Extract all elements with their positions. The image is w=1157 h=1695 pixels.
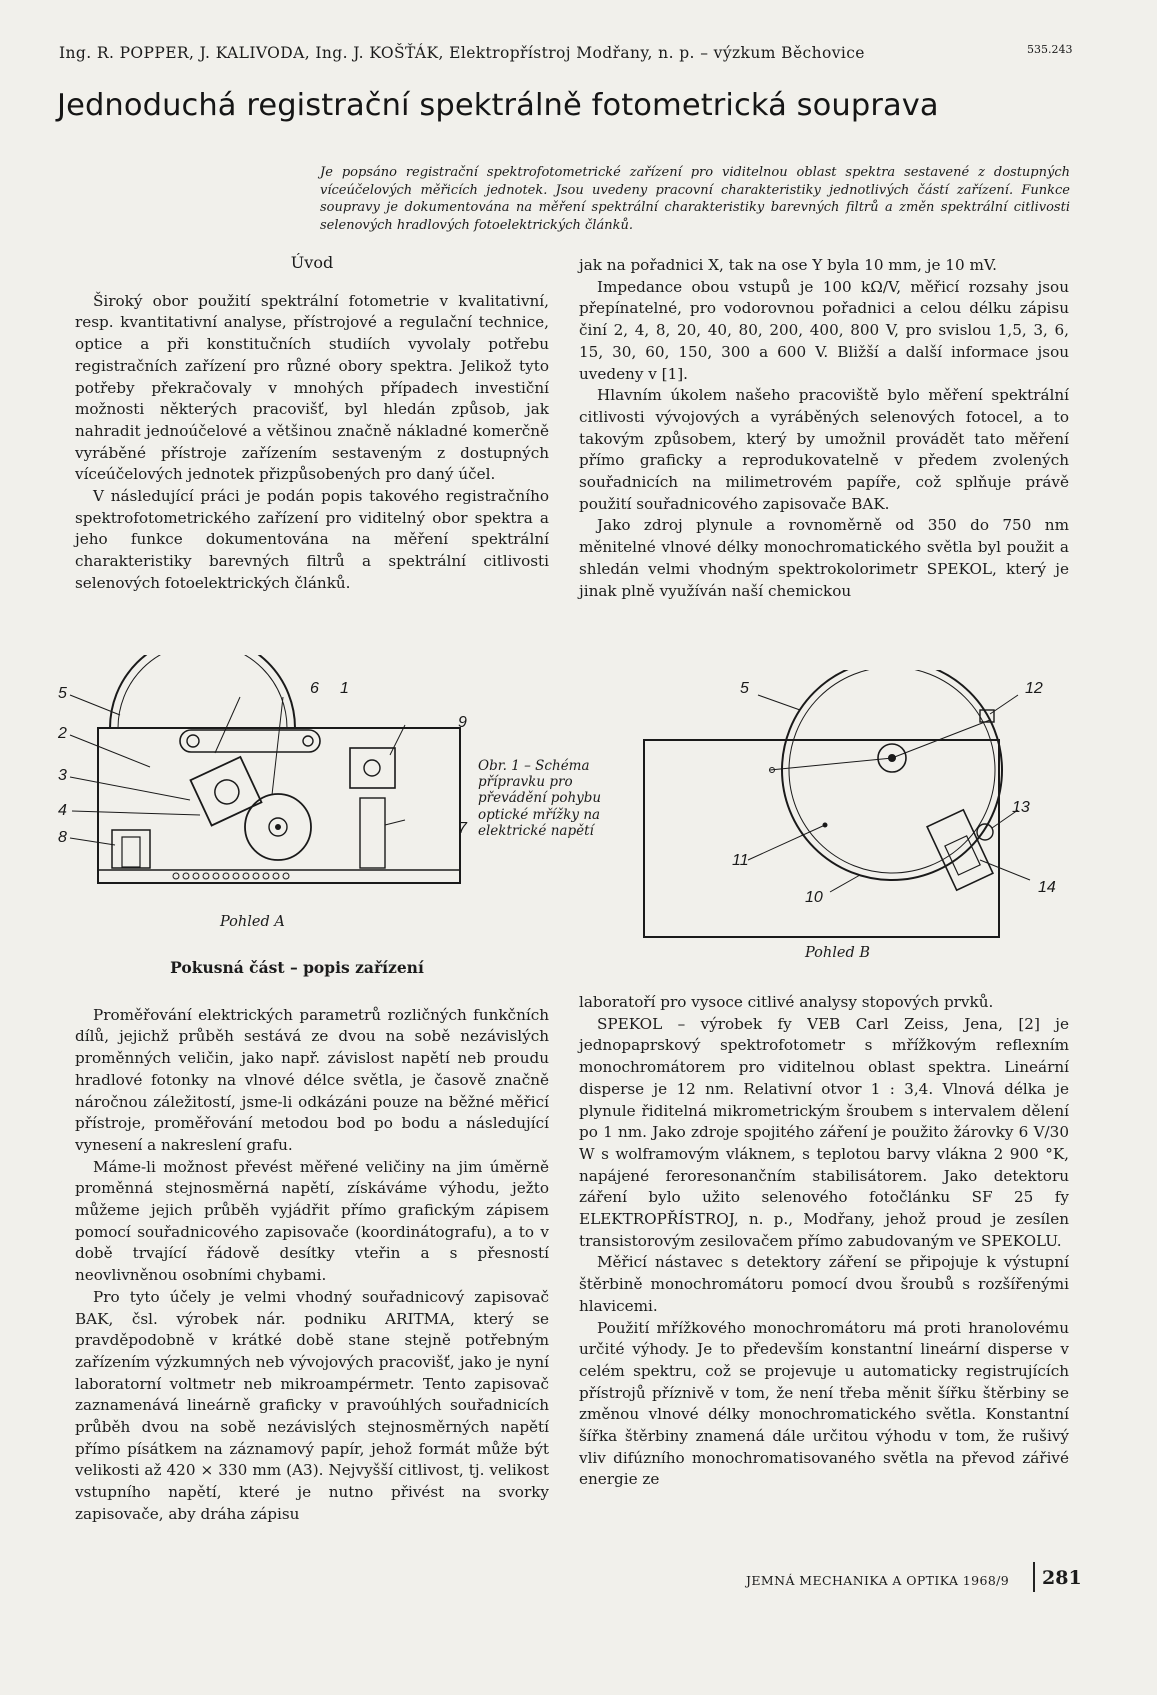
paragraph: SPEKOL – výrobek fy VEB Carl Zeiss, Jena, [2] je jednopaprskový spektrofotometr s mřížkovým reflexním monochromátorem pro viditelnou oblast spektra. Lineární disperse je 12 nm. Relativní otvor 1 : 3,4. Vlnová délka je plynule řiditelná mikrometrickým šroubem s intervalem dělení po 1 nm. Jako zdroje spojitého záření je použito žárovky 6 V/30 W s wolframovým vláknem, s teplotou barvy vlákna 2 900 °K, napájené feroresonančním stabilisátorem. Jako detektoru záření bylo užito selenového fotočlánku SF 25 fy ELEKTROPŘÍSTROJ, n. p., Modřany, jehož proud je zesílen transistorovým zesilovačem přímo zabudovaným ve SPEKOLU. [579,1014,1069,1250]
paragraph: jak na pořadnici X, tak na ose Y byla 10 mm, je 10 mV. [579,256,997,274]
paragraph: Použití mřížkového monochromátoru má proti hranolovému určité výhody. Je to především konstantní lineární disperse v celém spektru, což se projevuje u automaticky registrujících přístrojů příznivě v tom, že není třeba měnit šířku štěrbiny se změnou vlnové délky monochromatického světla. Konstantní šířka štěrbiny znamená dále určitou výhodu v tom, že rušivý vliv difúzního monochromatisovaného světla na převod zářivé energie ze [579,1318,1069,1489]
paragraph: Měřicí nástavec s detektory záření se připojuje k výstupní štěrbině monochromátoru pomocí dvou šroubů s rozšířenými hlavicemi. [579,1253,1069,1315]
left-column-bottom [75,957,549,1526]
figure-view-b-label: Pohled B [805,945,871,961]
paragraph: Široký obor použití spektrální fotometrie v kvalitativní, resp. kvantitativní analyse, přístrojové a regulační technice, optice a při konstitučních studiích vyvolaly potřebu registračních zařízení pro různé obory spektra. Jelikož tyto potřeby překračovaly v mnohých případech investiční možnosti některých pracovišť, byl hledán způsob, jak nahradit jednoúčelové a většinou značně nákladné komerčně vyráběné přístroje zařízením sestaveným z dostupných víceúčelových jednotek přizpůsobených pro daný účel. [75,291,549,484]
label-4: 4 [58,802,67,819]
label-13: 13 [1012,799,1030,816]
journal-footer: JEMNÁ MECHANIKA A OPTIKA 1968/9 [746,1573,1010,1588]
label-2: 2 [58,725,67,742]
label-5: 5 [58,685,67,702]
figure-caption: Obr. 1 – Schéma přípravku pro převádění pohybu optické mřížky na elektrické napětí [478,758,602,839]
right-column-bottom [579,992,1069,1491]
left-column-top [75,252,549,595]
label-7: 7 [458,820,467,837]
paragraph: Proměřování elektrických parametrů rozličných funkčních dílů, jejichž průběh sestává ze dvou na sobě nezávislých proměnných veličin, jako např. závislost napětí neb proudu hradlové fotonky na vlnové délce světla, je časově značně náročnou záležitostí, jsme-li odkázáni pouze na běžné měřicí přístroje, proměřování metodou bod po bodu a následující vynesení a nakreslení grafu. [75,1005,549,1154]
paragraph: Pro tyto účely je velmi vhodný souřadnicový zapisovač BAK, čsl. výrobek nár. podniku ARITMA, který se pravděpodobně v krátké době stane stejně potřebným zařízením výzkumných neb vývojových pracovišť, jako je nyní laboratorní voltmetr neb mikroampérmetr. Tento zapisovač zaznamenává lineárně graficky v pravoúhlých souřadnicích průběh dvou na sobě nezávislých stejnosměrných napětí přímo písátkem na záznamový papír, jehož formát může být velikosti až 420 × 330 mm (A3). Nejvyšší citlivost, tj. velikost vstupního napětí, které je nutno přivést na svorky zapisovače, aby dráha zápisu [75,1287,549,1523]
paragraph: Impedance obou vstupů je 100 kΩ/V, měřicí rozsahy jsou přepínatelné, pro vodorovnou pořadnici a celou délku zápisu činí 2, 4, 8, 20, 40, 80, 200, 400, 800 V, pro svislou 1,5, 3, 6, 15, 30, 60, 150, 300 a 600 V. Bližší a další informace jsou uvedeny v [1]. [579,277,1069,383]
article-authors: Ing. R. POPPER, J. KALIVODA, Ing. J. KOŠŤÁK, Elektropřístroj Modřany, n. p. – výzkum Běchovice [59,44,865,62]
right-column-top [579,255,1069,602]
article-title: Jednoduchá registrační spektrálně fotometrická souprava [57,88,939,123]
figure-view-b [640,670,1080,945]
section-heading-experimental: Pokusná část – popis zařízení [170,958,424,977]
udc-code: 535.243 [1027,43,1073,56]
paragraph: V následující práci je podán popis takového registračního spektrofotometrického zařízení pro viditelný obor spektra a jeho funkce dokumentována na měření spektrální charakteristiky barevných filtrů a spektrální citlivosti selenových fotoelektrických článků. [75,487,549,592]
paragraph: Hlavním úkolem našeho pracoviště bylo měření spektrální citlivosti vývojových a vyráběných selenových fotocel, a to takovým způsobem, který by umožnil provádět tato měření přímo graficky a reprodukovatelně v předem zvolených souřadnicích na milimetrovém papíře, což splňuje právě použití souřadnicového zapisovače BAK. [579,386,1069,513]
label-14: 14 [1038,879,1056,896]
label-1: 1 [340,680,349,697]
abstract: Je popsáno registrační spektrofotometrické zařízení pro viditelnou oblast spektra sestavené z dostupných víceúčelových měřicích jednotek. Jsou uvedeny pracovní charakteristiky jednotlivých částí zařízení. Funkce soupravy je dokumentována na měření spektrální charakteristiky barevných filtrů a změn spektrální citlivosti selenových hradlových fotoelektrických článků. [320,165,1070,233]
paragraph: laboratoří pro vysoce citlivé analysy stopových prvků. [579,993,994,1011]
label-12: 12 [1025,680,1043,697]
page-number: 281 [1042,1567,1082,1589]
paragraph: Jako zdroj plynule a rovnoměrně od 350 do 750 nm měnitelné vlnové délky monochromatického světla byl použit a shledán velmi vhodným spektrokolorimetr SPEKOL, který je jinak plně využíván naší chemickou [579,516,1069,600]
figure-view-a-label: Pohled A [220,914,285,930]
label-3: 3 [58,767,67,784]
label-9: 9 [458,714,467,731]
label-6: 6 [310,680,319,697]
section-heading-intro: Úvod [290,253,334,272]
label-10: 10 [805,889,823,906]
paragraph: Máme-li možnost převést měřené veličiny na jim úměrně proměnná stejnosměrná napětí, získáváme výhodu, ježto můžeme jejich průběh vyjádřit přímo grafickým zápisem pomocí souřadnicového zapisovače (koordinátografu), a to v době trvající řádově desítky vteřin a s přesností neovlivněnou osobními chybami. [75,1157,549,1285]
figure-view-a [50,655,480,935]
footer-divider [1033,1562,1035,1592]
label-11: 11 [732,852,749,869]
label-5: 5 [740,680,749,697]
label-8: 8 [58,829,67,846]
